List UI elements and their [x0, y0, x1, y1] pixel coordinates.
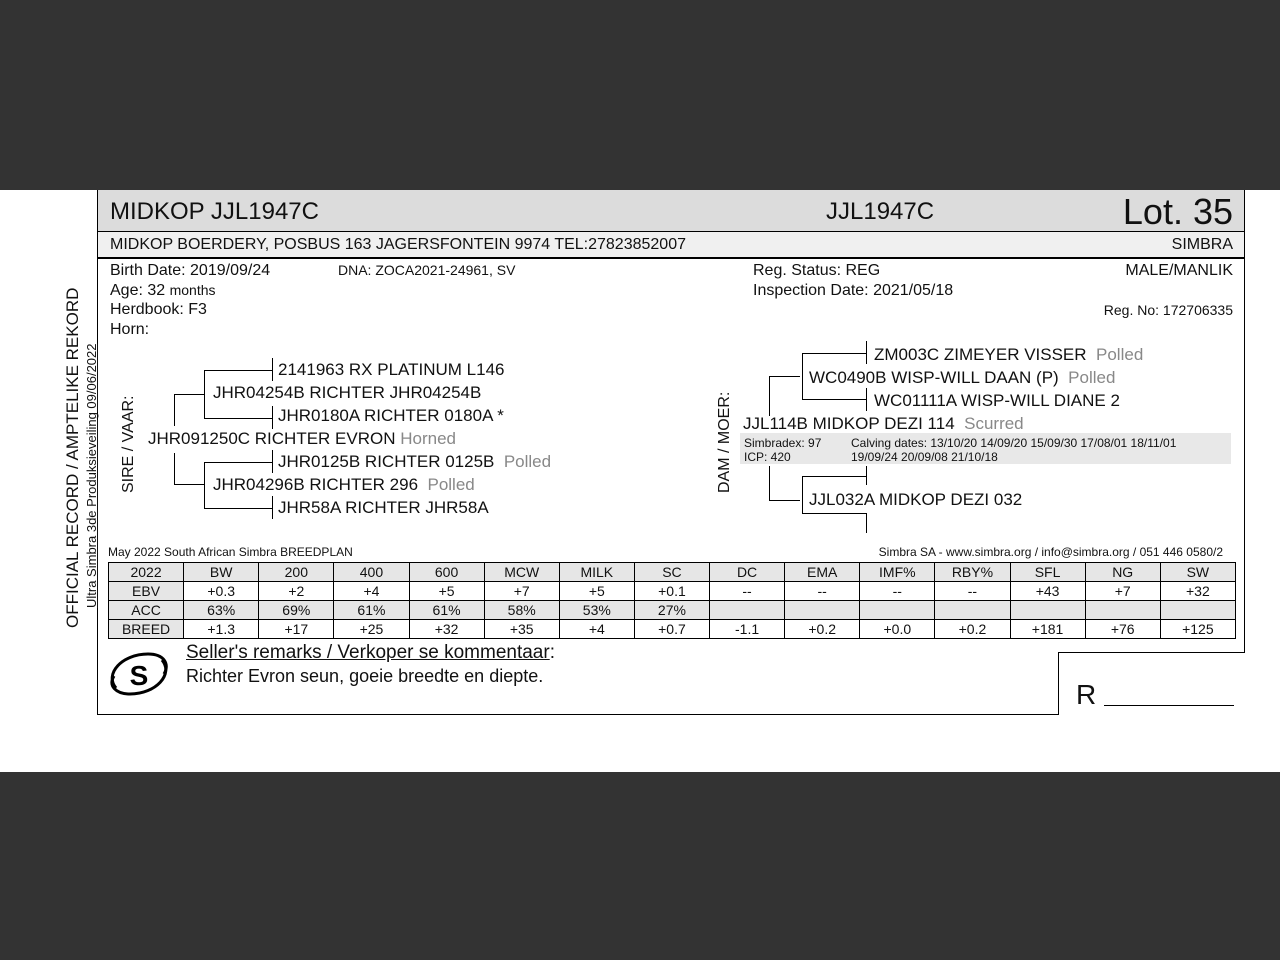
- table-cell: [1160, 601, 1235, 620]
- dam-line: [769, 376, 800, 377]
- table-cell: [785, 601, 860, 620]
- official-record-label: OFFICIAL RECORD / AMPTELIKE REKORD: [63, 287, 82, 628]
- dam-sire-dam: WC01111A WISP-WILL DIANE 2: [874, 391, 1120, 410]
- table-cell: -1.1: [710, 620, 785, 639]
- age: [110, 282, 216, 300]
- table-header: 200: [259, 563, 334, 582]
- table-header: 2022: [109, 563, 184, 582]
- sire-horn: Horned: [400, 429, 457, 448]
- sire-line: [272, 406, 273, 429]
- sire-line: [174, 453, 175, 484]
- birth-date: Birth Date: 2019/09/24: [110, 262, 271, 279]
- sds-horn: Polled: [503, 452, 552, 471]
- table-cell: +0.2: [935, 620, 1010, 639]
- dam-line: [866, 341, 867, 364]
- sd-horn: Polled: [427, 475, 475, 494]
- table-cell: --: [710, 582, 785, 601]
- table-cell: +7: [484, 582, 559, 601]
- sire-line: [204, 418, 272, 419]
- dss-name: ZM003C ZIMEYER VISSER: [874, 345, 1087, 364]
- table-header: IMF%: [860, 563, 935, 582]
- logo-letter: S: [129, 660, 149, 691]
- table-cell: [1085, 601, 1160, 620]
- dam-name: JJL114B MIDKOP DEZI 114: [743, 414, 955, 433]
- table-cell: +0.0: [860, 620, 935, 639]
- owner-bar: [97, 232, 1245, 259]
- sire-line: [174, 394, 175, 426]
- table-cell: [710, 601, 785, 620]
- table-cell: [935, 601, 1010, 620]
- sale-label: Ultra Simbra 3de Produksieveiling 09/06/2022: [84, 343, 99, 608]
- dam: [743, 414, 1024, 434]
- table-cell: +32: [409, 620, 484, 639]
- table-cell: +4: [559, 620, 634, 639]
- remarks-colon: :: [549, 642, 555, 663]
- sire-line: [204, 462, 205, 508]
- table-cell: ACC: [109, 601, 184, 620]
- dam-sire: [809, 368, 1115, 388]
- frame-r-box-left: [1058, 652, 1059, 715]
- dna: DNA: ZOCA2021-24961, SV: [338, 262, 516, 278]
- sire-sire: JHR04254B RICHTER JHR04254B: [213, 383, 482, 402]
- table-cell: +0.7: [634, 620, 709, 639]
- table-cell: --: [860, 582, 935, 601]
- dam-horn: Scurred: [964, 414, 1024, 433]
- table-cell: [1010, 601, 1085, 620]
- dam-line: [802, 513, 866, 514]
- table-cell: +7: [1085, 582, 1160, 601]
- table-header: DC: [710, 563, 785, 582]
- sire-line: [174, 394, 204, 395]
- dam-sire-sire: [874, 345, 1143, 365]
- frame-bottom: [97, 714, 1059, 715]
- calving-dates-cont: 19/09/24 20/09/08 21/10/18: [851, 450, 998, 464]
- simbra-logo-icon: [108, 648, 170, 700]
- table-cell: +25: [334, 620, 409, 639]
- table-cell: +5: [559, 582, 634, 601]
- table-header: NG: [1085, 563, 1160, 582]
- sex: MALE/MANLIK: [1125, 262, 1233, 279]
- dam-line: [769, 376, 770, 416]
- table-header: RBY%: [935, 563, 1010, 582]
- header-bar: [97, 190, 1245, 232]
- table-cell: +5: [409, 582, 484, 601]
- dam-label: DAM / MOER:: [716, 391, 733, 493]
- table-header: SW: [1160, 563, 1235, 582]
- frame-right: [1244, 259, 1245, 652]
- sire-line: [204, 370, 272, 371]
- sire-sire-sire: 2141963 RX PLATINUM L146: [278, 360, 505, 379]
- table-header: SFL: [1010, 563, 1085, 582]
- table-cell: +1.3: [184, 620, 259, 639]
- dam-dam: JJL032A MIDKOP DEZI 032: [809, 490, 1023, 509]
- table-cell: +125: [1160, 620, 1235, 639]
- dam-info-box: [740, 433, 1231, 464]
- breedplan-table: [108, 562, 1236, 639]
- dam-line: [866, 388, 867, 411]
- reg-status: Reg. Status: REG: [753, 262, 881, 279]
- table-cell: BREED: [109, 620, 184, 639]
- animal-name: MIDKOP JJL1947C: [110, 198, 319, 225]
- simbradex: Simbradex: 97: [744, 436, 822, 450]
- sire-line: [174, 484, 204, 485]
- table-cell: 69%: [259, 601, 334, 620]
- dam-line: [802, 476, 803, 514]
- table-header: 400: [334, 563, 409, 582]
- table-cell: 63%: [184, 601, 259, 620]
- table-cell: +181: [1010, 620, 1085, 639]
- sire-dam-dam: JHR58A RICHTER JHR58A: [278, 498, 489, 517]
- table-header: SC: [634, 563, 709, 582]
- sire-line: [272, 450, 273, 473]
- dam-line: [802, 353, 866, 354]
- table-cell: 61%: [409, 601, 484, 620]
- sire-name: JHR091250C RICHTER EVRON: [148, 429, 396, 448]
- ds-name: WC0490B WISP-WILL DAAN (P): [809, 368, 1059, 387]
- table-cell: +32: [1160, 582, 1235, 601]
- dam-line: [802, 353, 803, 400]
- table-cell: +76: [1085, 620, 1160, 639]
- table-header: BW: [184, 563, 259, 582]
- sire-sire-dam: JHR0180A RICHTER 0180A *: [278, 406, 504, 425]
- table-cell: +0.1: [634, 582, 709, 601]
- table-header: EMA: [785, 563, 860, 582]
- dss-horn: Polled: [1096, 345, 1144, 364]
- r-label: R: [1076, 679, 1097, 710]
- sire-line: [204, 370, 205, 419]
- table-header: MILK: [559, 563, 634, 582]
- icp: ICP: 420: [744, 450, 791, 464]
- sire-line: [272, 496, 273, 519]
- remarks-title-text: Seller's remarks / Verkoper se kommentaar: [186, 642, 550, 663]
- sd-name: JHR04296B RICHTER 296: [213, 475, 419, 494]
- owner-address: MIDKOP BOERDERY, POSBUS 163 JAGERSFONTEIN 9974 TEL:27823852007: [110, 236, 686, 253]
- table-cell: 58%: [484, 601, 559, 620]
- sire-dam: [213, 475, 475, 495]
- dam-line: [802, 399, 866, 400]
- table-cell: --: [935, 582, 1010, 601]
- age-value: Age: 32: [110, 282, 166, 299]
- horn: Horn:: [110, 321, 150, 338]
- herdbook: Herdbook: F3: [110, 301, 207, 318]
- dam-line: [866, 466, 867, 485]
- dam-line: [769, 500, 800, 501]
- breed-label: SIMBRA: [1171, 236, 1233, 253]
- table-cell: +17: [259, 620, 334, 639]
- table-cell: 27%: [634, 601, 709, 620]
- remarks-text: Richter Evron seun, goeie breedte en diepte.: [186, 666, 544, 686]
- dam-line: [802, 476, 866, 477]
- table-row-acc: [109, 601, 1236, 620]
- table-header: MCW: [484, 563, 559, 582]
- breedplan-contact: Simbra SA - www.simbra.org / info@simbra.org / 051 446 0580/2: [878, 545, 1223, 559]
- reg-no: Reg. No: 172706335: [1103, 302, 1233, 318]
- dam-line: [769, 466, 770, 500]
- table-header: 600: [409, 563, 484, 582]
- table-cell: +43: [1010, 582, 1085, 601]
- table-cell: EBV: [109, 582, 184, 601]
- table-cell: +2: [259, 582, 334, 601]
- table-header-row: [109, 563, 1236, 582]
- sire-line: [204, 462, 272, 463]
- r-underline: [1104, 705, 1234, 706]
- age-unit: months: [169, 282, 216, 298]
- table-cell: +4: [334, 582, 409, 601]
- table-cell: 53%: [559, 601, 634, 620]
- inspection-date: Inspection Date: 2021/05/18: [753, 282, 954, 299]
- calving-dates: Calving dates: 13/10/20 14/09/20 15/09/30 17/08/01 18/11/01: [851, 436, 1177, 450]
- table-cell: --: [785, 582, 860, 601]
- table-row-ebv: [109, 582, 1236, 601]
- remarks-title: [186, 642, 555, 664]
- table-cell: [860, 601, 935, 620]
- lot-card: [0, 190, 1280, 772]
- sire-dam-sire: [278, 452, 551, 472]
- frame-r-box-top: [1058, 652, 1245, 653]
- sds-name: JHR0125B RICHTER 0125B: [278, 452, 495, 471]
- sire-label: SIRE / VAAR:: [120, 395, 137, 493]
- ds-horn: Polled: [1068, 368, 1116, 387]
- lot-number: Lot. 35: [1122, 191, 1233, 232]
- table-cell: +35: [484, 620, 559, 639]
- table-cell: 61%: [334, 601, 409, 620]
- sire-line: [204, 508, 272, 509]
- breedplan-caption: May 2022 South African Simbra BREEDPLAN: [108, 545, 353, 559]
- dam-line: [866, 513, 867, 533]
- table-cell: +0.3: [184, 582, 259, 601]
- sire: [148, 429, 456, 449]
- table-cell: +0.2: [785, 620, 860, 639]
- sire-line: [272, 358, 273, 381]
- animal-id: JJL1947C: [826, 198, 935, 225]
- table-row-breed: [109, 620, 1236, 639]
